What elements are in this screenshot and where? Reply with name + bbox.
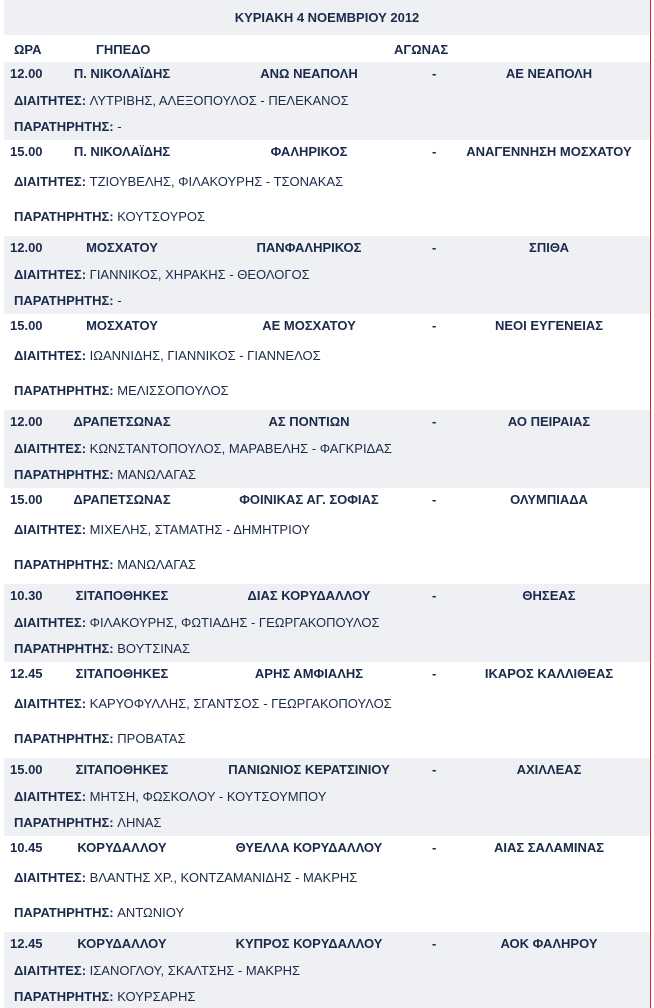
match-separator: - xyxy=(432,66,437,81)
referees-label: ΔΙΑΙΤΗΤΕΣ: xyxy=(14,789,87,804)
referees-label: ΔΙΑΙΤΗΤΕΣ: xyxy=(14,522,87,537)
home-team: ΠΑΝΦΑΛΗΡΙΚΟΣ xyxy=(256,240,362,255)
match-block xyxy=(4,410,650,488)
match-row xyxy=(4,239,650,257)
observer-row xyxy=(4,904,650,922)
schedule-table xyxy=(4,0,650,1008)
match-venue: ΔΡΑΠΕΤΣΩΝΑΣ xyxy=(73,414,171,429)
referees-label: ΔΙΑΙΤΗΤΕΣ: xyxy=(14,174,87,189)
match-row xyxy=(4,665,650,683)
match-separator: - xyxy=(432,414,437,429)
observer-value: ΑΝΤΩΝΙΟΥ xyxy=(117,905,185,920)
referees-value: ΚΑΡΥΟΦΥΛΛΗΣ, ΣΓΑΝΤΣΟΣ - ΓΕΩΡΓΑΚΟΠΟΥΛΟΣ xyxy=(89,696,392,711)
referees-value: ΦΙΛΑΚΟΥΡΗΣ, ΦΩΤΙΑΔΗΣ - ΓΕΩΡΓΑΚΟΠΟΥΛΟΣ xyxy=(89,615,380,630)
header-match: ΑΓΩΝΑΣ xyxy=(394,42,449,57)
match-row xyxy=(4,491,650,509)
match-venue: Π. ΝΙΚΟΛΑΪΔΗΣ xyxy=(73,66,171,81)
home-team: ΑΝΩ ΝΕΑΠΟΛΗ xyxy=(260,66,358,81)
referees-label: ΔΙΑΙΤΗΤΕΣ: xyxy=(14,615,87,630)
match-row xyxy=(4,587,650,605)
column-headers xyxy=(4,35,650,63)
match-separator: - xyxy=(432,936,437,951)
match-time: 10.45 xyxy=(10,840,43,855)
referees-label: ΔΙΑΙΤΗΤΕΣ: xyxy=(14,441,87,456)
match-venue: ΚΟΡΥΔΑΛΛΟΥ xyxy=(77,936,167,951)
away-team: ΑΧΙΛΛΕΑΣ xyxy=(516,762,582,777)
match-venue: ΜΟΣΧΑΤΟΥ xyxy=(86,318,158,333)
observer-value: ΚΟΥΡΣΑΡΗΣ xyxy=(117,989,196,1004)
referees-row xyxy=(4,92,650,110)
referees-value: ΛΥΤΡΙΒΗΣ, ΑΛΕΞΟΠΟΥΛΟΣ - ΠΕΛΕΚΑΝΟΣ xyxy=(89,93,349,108)
match-separator: - xyxy=(432,492,437,507)
match-venue: ΣΙΤΑΠΟΘΗΚΕΣ xyxy=(75,666,169,681)
referees-row xyxy=(4,695,650,713)
observer-row xyxy=(4,118,650,136)
observer-value: ΚΟΥΤΣΟΥΡΟΣ xyxy=(117,209,206,224)
match-separator: - xyxy=(432,840,437,855)
referees-label: ΔΙΑΙΤΗΤΕΣ: xyxy=(14,870,87,885)
away-team: ΙΚΑΡΟΣ ΚΑΛΛΙΘΕΑΣ xyxy=(484,666,614,681)
match-time: 15.00 xyxy=(10,492,43,507)
match-row xyxy=(4,839,650,857)
observer-row xyxy=(4,988,650,1006)
observer-row xyxy=(4,292,650,310)
referees-row xyxy=(4,521,650,539)
observer-value: ΛΗΝΑΣ xyxy=(117,815,162,830)
referees-row xyxy=(4,788,650,806)
home-team: ΦΑΛΗΡΙΚΟΣ xyxy=(270,144,348,159)
home-team: ΠΑΝΙΩΝΙΟΣ ΚΕΡΑΤΣΙΝΙΟΥ xyxy=(228,762,390,777)
away-team: ΑΟΚ ΦΑΛΗΡΟΥ xyxy=(500,936,598,951)
match-separator: - xyxy=(432,588,437,603)
match-block xyxy=(4,758,650,836)
match-venue: ΣΙΤΑΠΟΘΗΚΕΣ xyxy=(75,588,169,603)
observer-label: ΠΑΡΑΤΗΡΗΤΗΣ: xyxy=(14,557,114,572)
referees-value: ΓΙΑΝΝΙΚΟΣ, ΧΗΡΑΚΗΣ - ΘΕΟΛΟΓΟΣ xyxy=(89,267,310,282)
referees-value: ΚΩΝΣΤΑΝΤΟΠΟΥΛΟΣ, ΜΑΡΑΒΕΛΗΣ - ΦΑΓΚΡΙΔΑΣ xyxy=(89,441,392,456)
match-block xyxy=(4,932,650,1008)
observer-row xyxy=(4,814,650,832)
match-time: 12.00 xyxy=(10,240,43,255)
match-row xyxy=(4,317,650,335)
match-venue: ΚΟΡΥΔΑΛΛΟΥ xyxy=(77,840,167,855)
match-time: 12.45 xyxy=(10,666,43,681)
match-block xyxy=(4,584,650,662)
match-block xyxy=(4,236,650,314)
match-block xyxy=(4,836,650,932)
match-venue: Π. ΝΙΚΟΛΑΪΔΗΣ xyxy=(73,144,171,159)
observer-row xyxy=(4,640,650,658)
match-separator: - xyxy=(432,762,437,777)
observer-label: ΠΑΡΑΤΗΡΗΤΗΣ: xyxy=(14,989,114,1004)
match-block xyxy=(4,140,650,236)
match-block xyxy=(4,488,650,584)
away-team: ΘΗΣΕΑΣ xyxy=(522,588,576,603)
match-row xyxy=(4,143,650,161)
away-team: ΑΕ ΝΕΑΠΟΛΗ xyxy=(505,66,593,81)
observer-label: ΠΑΡΑΤΗΡΗΤΗΣ: xyxy=(14,293,114,308)
observer-row xyxy=(4,730,650,748)
home-team: ΦΟΙΝΙΚΑΣ ΑΓ. ΣΟΦΙΑΣ xyxy=(239,492,379,507)
observer-value: ΠΡΟΒΑΤΑΣ xyxy=(117,731,186,746)
match-venue: ΔΡΑΠΕΤΣΩΝΑΣ xyxy=(73,492,171,507)
away-team: ΑΙΑΣ ΣΑΛΑΜΙΝΑΣ xyxy=(493,840,605,855)
observer-value: - xyxy=(117,119,122,134)
observer-label: ΠΑΡΑΤΗΡΗΤΗΣ: xyxy=(14,467,114,482)
referees-value: ΙΩΑΝΝΙΔΗΣ, ΓΙΑΝΝΙΚΟΣ - ΓΙΑΝΝΕΛΟΣ xyxy=(89,348,321,363)
observer-value: ΒΟΥΤΣΙΝΑΣ xyxy=(117,641,190,656)
match-row xyxy=(4,935,650,953)
referees-label: ΔΙΑΙΤΗΤΕΣ: xyxy=(14,93,87,108)
observer-row xyxy=(4,466,650,484)
away-team: ΑΟ ΠΕΙΡΑΙΑΣ xyxy=(507,414,591,429)
referees-label: ΔΙΑΙΤΗΤΕΣ: xyxy=(14,267,87,282)
away-team: ΑΝΑΓΕΝΝΗΣΗ ΜΟΣΧΑΤΟΥ xyxy=(466,144,632,159)
observer-label: ΠΑΡΑΤΗΡΗΤΗΣ: xyxy=(14,209,114,224)
match-time: 12.45 xyxy=(10,936,43,951)
header-time: ΩΡΑ xyxy=(14,42,42,57)
observer-row xyxy=(4,556,650,574)
referees-label: ΔΙΑΙΤΗΤΕΣ: xyxy=(14,963,87,978)
referees-value: ΜΗΤΣΗ, ΦΩΣΚΟΛΟΥ - ΚΟΥΤΣΟΥΜΠΟΥ xyxy=(89,789,327,804)
match-time: 12.00 xyxy=(10,66,43,81)
match-block xyxy=(4,62,650,140)
match-time: 15.00 xyxy=(10,318,43,333)
away-team: ΝΕΟΙ ΕΥΓΕΝΕΙΑΣ xyxy=(494,318,604,333)
match-separator: - xyxy=(432,144,437,159)
observer-value: ΜΕΛΙΣΣΟΠΟΥΛΟΣ xyxy=(117,383,229,398)
referees-row xyxy=(4,440,650,458)
observer-row xyxy=(4,208,650,226)
match-row xyxy=(4,761,650,779)
referees-label: ΔΙΑΙΤΗΤΕΣ: xyxy=(14,348,87,363)
observer-label: ΠΑΡΑΤΗΡΗΤΗΣ: xyxy=(14,815,114,830)
away-team: ΣΠΙΘΑ xyxy=(529,240,569,255)
referees-value: ΤΖΙΟΥΒΕΛΗΣ, ΦΙΛΑΚΟΥΡΗΣ - ΤΣΟΝΑΚΑΣ xyxy=(89,174,344,189)
match-row xyxy=(4,65,650,83)
match-separator: - xyxy=(432,240,437,255)
match-venue: ΣΙΤΑΠΟΘΗΚΕΣ xyxy=(75,762,169,777)
home-team: ΑΕ ΜΟΣΧΑΤΟΥ xyxy=(262,318,356,333)
referees-value: ΜΙΧΕΛΗΣ, ΣΤΑΜΑΤΗΣ - ΔΗΜΗΤΡΙΟΥ xyxy=(89,522,311,537)
match-time: 10.30 xyxy=(10,588,43,603)
match-block xyxy=(4,662,650,758)
match-block xyxy=(4,314,650,410)
home-team: ΔΙΑΣ ΚΟΡΥΔΑΛΛΟΥ xyxy=(247,588,371,603)
match-separator: - xyxy=(432,318,437,333)
referees-value: ΒΛΑΝΤΗΣ ΧΡ., ΚΟΝΤΖΑΜΑΝΙΔΗΣ - ΜΑΚΡΗΣ xyxy=(89,870,358,885)
home-team: ΑΣ ΠΟΝΤΙΩΝ xyxy=(268,414,350,429)
observer-label: ΠΑΡΑΤΗΡΗΤΗΣ: xyxy=(14,119,114,134)
referees-value: ΙΣΑΝΟΓΛΟΥ, ΣΚΑΛΤΣΗΣ - ΜΑΚΡΗΣ xyxy=(89,963,301,978)
home-team: ΚΥΠΡΟΣ ΚΟΡΥΔΑΛΛΟΥ xyxy=(235,936,383,951)
referees-row xyxy=(4,173,650,191)
observer-value: - xyxy=(117,293,122,308)
observer-value: ΜΑΝΩΛΑΓΑΣ xyxy=(117,467,196,482)
observer-label: ΠΑΡΑΤΗΡΗΤΗΣ: xyxy=(14,383,114,398)
home-team: ΘΥΕΛΛΑ ΚΟΡΥΔΑΛΛΟΥ xyxy=(235,840,383,855)
observer-label: ΠΑΡΑΤΗΡΗΤΗΣ: xyxy=(14,731,114,746)
match-time: 12.00 xyxy=(10,414,43,429)
header-venue: ΓΗΠΕΔΟ xyxy=(96,42,151,57)
observer-value: ΜΑΝΩΛΑΓΑΣ xyxy=(117,557,196,572)
away-team: ΟΛΥΜΠΙΑΔΑ xyxy=(510,492,588,507)
match-venue: ΜΟΣΧΑΤΟΥ xyxy=(86,240,158,255)
referees-row xyxy=(4,962,650,980)
observer-label: ΠΑΡΑΤΗΡΗΤΗΣ: xyxy=(14,641,114,656)
match-time: 15.00 xyxy=(10,144,43,159)
referees-row xyxy=(4,614,650,632)
match-separator: - xyxy=(432,666,437,681)
referees-label: ΔΙΑΙΤΗΤΕΣ: xyxy=(14,696,87,711)
referees-row xyxy=(4,869,650,887)
observer-row xyxy=(4,382,650,400)
match-row xyxy=(4,413,650,431)
date-title: ΚΥΡΙΑΚΗ 4 ΝΟΕΜΒΡΙΟΥ 2012 xyxy=(4,0,650,35)
home-team: ΑΡΗΣ ΑΜΦΙΑΛΗΣ xyxy=(254,666,364,681)
referees-row xyxy=(4,347,650,365)
match-time: 15.00 xyxy=(10,762,43,777)
observer-label: ΠΑΡΑΤΗΡΗΤΗΣ: xyxy=(14,905,114,920)
referees-row xyxy=(4,266,650,284)
right-border-line xyxy=(650,0,651,1008)
